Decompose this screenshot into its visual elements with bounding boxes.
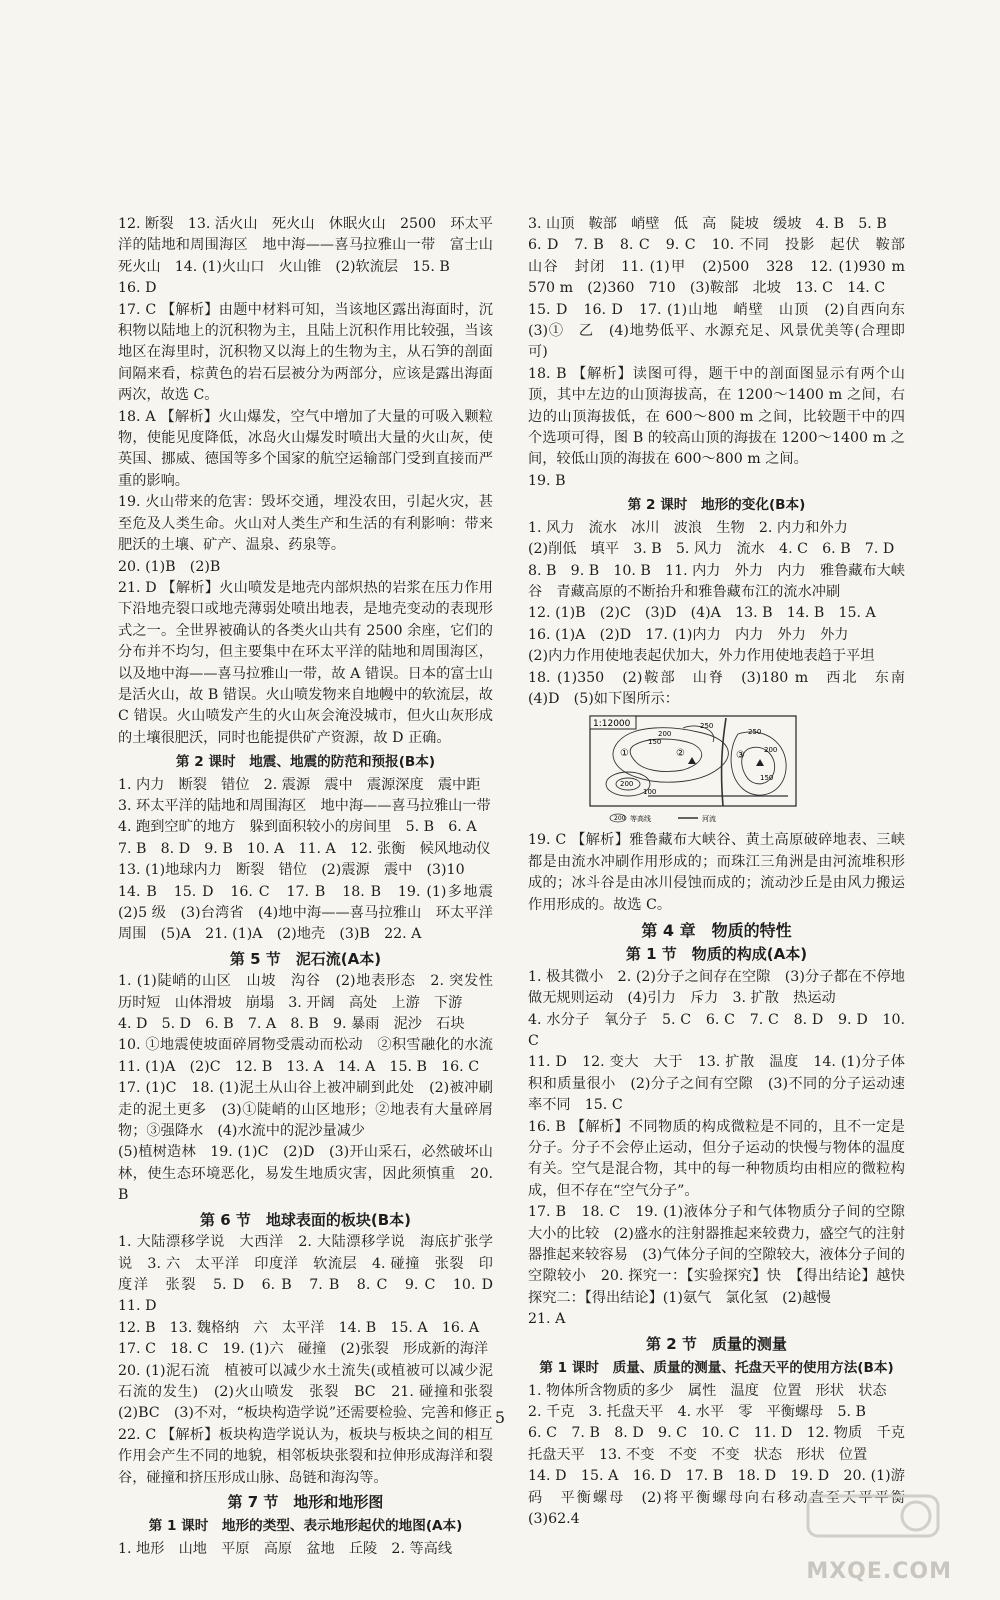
answer-paragraph: (2)内力作用使地表起伏加大，外力作用使地表趋于平坦 bbox=[528, 648, 875, 665]
answer-paragraph: 11. D 12. 变大 大于 13. 扩散 温度 14. (1)分子体积和质量很小 (2)分子之间有空隙 (3)不同的分子运动速率不同 15. C bbox=[528, 1054, 905, 1114]
answer-paragraph: 22. C 【解析】板块构造学说认为，板块与板块之间的相互作用会产生不同的地貌，相邻板块张裂和拉伸形成海洋和裂谷，碰撞和挤压形成山脉、岛链和海沟等。 bbox=[118, 1426, 493, 1486]
legend-contour: 等高线 bbox=[630, 815, 651, 824]
answer-paragraph: 1. 地形 山地 平原 高原 盆地 丘陵 2. 等高线 bbox=[118, 1540, 453, 1557]
answer-paragraph: 21. D 【解析】火山喷发是地壳内部炽热的岩浆在压力作用下沿地壳裂口或地壳薄弱处喷出地表，是地壳变动的表现形式之一。全世界被确认的各类火山共有 2500 余座，它们的分布并不均匀，但主要集中在环太平洋的陆地和周围海区，以及地中海——喜马拉雅山一带，故 A 错误。日本的富士山是活火山，故 B 错误。火山喷发物来自地幔中的软流层，故 C 错误。火山喷发产生的火山灰会淹没城市，但火山灰形成的土壤很肥沃，同时也能提供矿产资源，故 D 正确。 bbox=[118, 579, 493, 746]
watermark-text: MXQE.COM bbox=[806, 1559, 952, 1584]
contour-label: 100 bbox=[643, 788, 657, 797]
answer-paragraph: 12. B 13. 魏格纳 六 太平洋 14. B 15. A 16. A bbox=[118, 1319, 480, 1336]
answer-paragraph: (2)削低 填平 3. B 5. 风力 流水 4. C 6. B 7. D bbox=[528, 541, 895, 558]
answer-paragraph: 12. (1)B (2)C (3)D (4)A 13. B 14. B 15. A bbox=[528, 605, 876, 622]
svg-text:200: 200 bbox=[614, 815, 626, 823]
answer-paragraph: 16. D bbox=[118, 280, 157, 297]
answer-paragraph: 18. (1)350 (2)鞍部 山脊 (3)180 m 西北 东南 (4)D (5)如下图所示： bbox=[528, 669, 920, 707]
answer-paragraph: 20. (1)泥石流 植被可以减少水土流失(或植被可以减少泥石流的发生) (2)火山喷发 张裂 BC 21. 碰撞和张裂 (2)BC (3)不对，“板块构造学说”还需要检验、完善和修正 bbox=[118, 1362, 508, 1422]
legend-river: 河流 bbox=[702, 815, 716, 824]
answer-paragraph: 21. A bbox=[528, 1311, 566, 1328]
section-heading: 第 1 课时 质量、质量的测量、托盘天平的使用方法(B本) bbox=[539, 1360, 894, 1377]
answer-paragraph: 19. C 【解析】雅鲁藏布大峡谷、黄土高原破碎地表、三峡都是由流水冲刷作用形成的；而珠江三角洲是由河流堆积形成的；冰斗谷是由冰川侵蚀而成的；流动沙丘是由风力搬运作用形成的。故选 C。 bbox=[528, 832, 905, 913]
contour-label: 200 bbox=[620, 780, 634, 789]
answer-paragraph: 1. 风力 流水 冰川 波浪 生物 2. 内力和外力 bbox=[528, 519, 848, 536]
section-heading: 第 7 节 地形和地形图 bbox=[227, 1492, 384, 1511]
answer-paragraph: 4. 水分子 氧分子 5. C 6. C 7. C 8. D 9. D 10. C bbox=[528, 1011, 905, 1049]
svg-text:①: ① bbox=[620, 748, 629, 760]
contour-label: 250 bbox=[700, 722, 714, 731]
section-heading: 第 6 节 地球表面的板块(B本) bbox=[199, 1210, 412, 1229]
section-heading: 第 4 章 物质的特性 bbox=[641, 920, 792, 940]
answer-paragraph: 10. ①地震使坡面碎屑物受震动而松动 ②积雪融化的水流 11. (1)A (2)C 12. B 13. A 14. A 15. B 16. C bbox=[118, 1037, 508, 1075]
map-scale: 1:12000 bbox=[593, 719, 631, 730]
answer-paragraph: 18. A 【解析】火山爆发，空气中增加了大量的可吸入颗粒物，使能见度降低，冰岛火山爆发时喷出大量的火山灰，使英国、挪威、德国等多个国家的航空运输部门受到直接而严重的影响。 bbox=[118, 408, 493, 489]
answer-paragraph: 4. D 5. D 6. B 7. A 8. B 9. 暴雨 泥沙 石块 bbox=[118, 1016, 465, 1033]
page-number: 5 bbox=[494, 1408, 506, 1427]
section-heading: 第 2 课时 地形的变化(B本) bbox=[627, 497, 806, 514]
answer-paragraph: 1. (1)陡峭的山区 山坡 沟谷 (2)地表形态 2. 突发性 历时短 山体滑坡 崩塌 3. 开阔 高处 上游 下游 bbox=[118, 973, 508, 1011]
section-heading: 第 2 节 质量的测量 bbox=[646, 1334, 787, 1353]
answer-paragraph: 6. D 7. B 8. C 9. C 10. 不同 投影 起伏 鞍部 山谷 封闭 11. (1)甲 (2)500 328 12. (1)930 m 570 m (2)360 710 (3)鞍部 北坡 13. C 14. C bbox=[528, 237, 920, 297]
contour-label: 250 bbox=[748, 728, 762, 737]
answer-paragraph: 1. 内力 断裂 错位 2. 震源 震中 震源深度 震中距 bbox=[118, 776, 481, 793]
answer-paragraph: 3. 环太平洋的陆地和周围海区 地中海——喜马拉雅山一带 bbox=[118, 797, 491, 814]
answer-paragraph: 13. (1)地球内力 断裂 错位 (2)震源 震中 (3)10 bbox=[118, 862, 465, 879]
answer-paragraph: 4. 跑到空旷的地方 躲到面积较小的房间里 5. B 6. A bbox=[118, 819, 477, 836]
section-heading: 第 2 课时 地震、地震的防范和预报(B本) bbox=[175, 754, 436, 771]
answer-paragraph: 14. D 15. A 16. D 17. B 18. D 19. D 20. (1)游码 平衡螺母 (2)将平衡螺母向右移动直至天平平衡 (3)62.4 bbox=[528, 1468, 920, 1527]
svg-text:②: ② bbox=[676, 748, 685, 760]
answer-paragraph: 19. B bbox=[528, 472, 566, 489]
answer-paragraph: 17. B 18. C 19. (1)液体分子和气体物质分子间的空隙大小的比较 (2)盛水的注射器推起来较费力，盛空气的注射器推起来较容易 (3)气体分子间的空隙较大，液体分子间的空隙较小 20. 探究一：【实验探究】快 【得出结论】越快 探究二：【得出结论】(1)氨气 氯化氢 (2)越慢 bbox=[528, 1204, 920, 1306]
answer-paragraph: 14. B 15. D 16. C 17. B 18. B 19. (1)多地震 (2)5 级 (3)台湾省 (4)地中海——喜马拉雅山 环太平洋周围 (5)A 21. (1)A (2)地壳 (3)B 22. A bbox=[118, 883, 508, 943]
answer-paragraph: 17. C 【解析】由题中材料可知，当该地区露出海面时，沉积物以陆地上的沉积物为主，且陆上沉积作用比较强，当该地区在海里时，沉积物又以海上的生物为主，从石笋的剖面间隔来看，棕黄色的岩石层被分为两部分，应该是露出海面两次，故选 C。 bbox=[118, 301, 493, 404]
svg-text:③: ③ bbox=[736, 750, 745, 762]
answer-paragraph: 1. 极其微小 2. (2)分子之间存在空隙 (3)分子都在不停地做无规则运动 (4)引力 斥力 3. 扩散 热运动 bbox=[528, 968, 905, 1007]
answer-paragraph: 2. 千克 3. 托盘天平 4. 水平 零 平衡螺母 5. B bbox=[528, 1403, 866, 1420]
answer-paragraph: 1. 物体所含物质的多少 属性 温度 位置 形状 状态 bbox=[528, 1382, 887, 1399]
answer-paragraph: 20. (1)B (2)B bbox=[118, 558, 221, 575]
contour-label: 200 bbox=[764, 746, 778, 755]
contour-label: 150 bbox=[760, 774, 774, 783]
answer-paragraph: 8. B 9. B 10. B 11. 内力 外力 内力 雅鲁藏布大峡谷 青藏高原的不断抬升和雅鲁藏布江的流水冲刷 bbox=[528, 562, 905, 600]
section-heading: 第 5 节 泥石流(A本) bbox=[229, 949, 382, 968]
right-column bbox=[528, 214, 920, 1530]
answer-paragraph: 16. B 【解析】不同物质的构成微粒是不同的，且不一定是分子。分子不会停止运动，但分子运动的快慢与物体的温度有关。空气是混合物，其中的每一种物质均由相应的微粒构成，但不存在“空气分子”。 bbox=[528, 1118, 905, 1199]
answer-paragraph: 17. C 18. C 19. (1)六 碰撞 (2)张裂 形成新的海洋 bbox=[118, 1341, 489, 1358]
answer-paragraph: 15. D 16. D 17. (1)山地 峭壁 山顶 (2)自西向东 (3)① 乙 (4)地势低平、水源充足、风景优美等(合理即可) bbox=[528, 301, 920, 361]
contour-label: 200 bbox=[658, 730, 672, 739]
answer-paragraph: 3. 山顶 鞍部 峭壁 低 高 陡坡 缓坡 4. B 5. B bbox=[528, 216, 887, 232]
section-heading: 第 1 节 物质的构成(A本) bbox=[625, 945, 808, 964]
answer-paragraph: 7. B 8. D 9. B 10. A 11. A 12. 张衡 候风地动仪 bbox=[118, 840, 491, 857]
answer-paragraph: 6. C 7. B 8. D 9. C 10. C 11. D 12. 物质 千克 托盘天平 13. 不变 不变 不变 状态 形状 位置 bbox=[528, 1425, 920, 1463]
watermark-logo bbox=[798, 1490, 958, 1562]
answer-paragraph: 16. (1)A (2)D 17. (1)内力 内力 外力 外力 bbox=[528, 626, 849, 643]
answer-paragraph: 17. (1)C 18. (1)泥土从山谷上被冲刷到此处 (2)被冲刷走的泥土更多 (3)①陡峭的山区地形；②地表有大量碎屑物；③强降水 (4)水流中的泥沙量减少 bbox=[118, 1080, 493, 1140]
left-column bbox=[118, 214, 508, 1560]
answer-paragraph: (5)植树造林 19. (1)C (2)D (3)开山采石，必然破坏山林，使生态环境恶化，易发生地质灾害，因此须慎重 20. B bbox=[118, 1144, 493, 1204]
contour-label: 150 bbox=[648, 738, 662, 747]
answer-paragraph: 19. 火山带来的危害：毁坏交通，埋没农田，引起火灾，甚至危及人类生命。火山对人类生产和生活的有利影响：带来肥沃的土壤、矿产、温泉、药泉等。 bbox=[118, 494, 493, 554]
contour-map-figure bbox=[588, 714, 798, 826]
answer-paragraph: 12. 断裂 13. 活火山 死火山 休眠火山 2500 环太平洋的陆地和周围海区 地中海——喜马拉雅山一带 富士山 死火山 14. (1)火山口 火山锥 (2)软流层 15. B bbox=[118, 216, 508, 275]
answer-paragraph: 1. 大陆漂移学说 大西洋 2. 大陆漂移学说 海底扩张学说 3. 六 太平洋 印度洋 软流层 4. 碰撞 张裂 印度洋 张裂 5. D 6. B 7. B 8. C 9. C 10. D 11. D bbox=[118, 1234, 508, 1315]
section-heading: 第 1 课时 地形的类型、表示地形起伏的地图(A本) bbox=[148, 1518, 463, 1535]
answer-paragraph: 18. B 【解析】读图可得，题干中的剖面图显示有两个山顶，其中左边的山顶海拔高，在 1200～1400 m 之间，右边的山顶海拔低，在 600～800 m 之间，比较题干中的四个选项可得，图 B 的较高山顶的海拔在 1200～1400 m 之间，较低山顶的海拔在 600～800 m 之间。 bbox=[528, 365, 905, 468]
right-column-upper bbox=[528, 214, 920, 710]
